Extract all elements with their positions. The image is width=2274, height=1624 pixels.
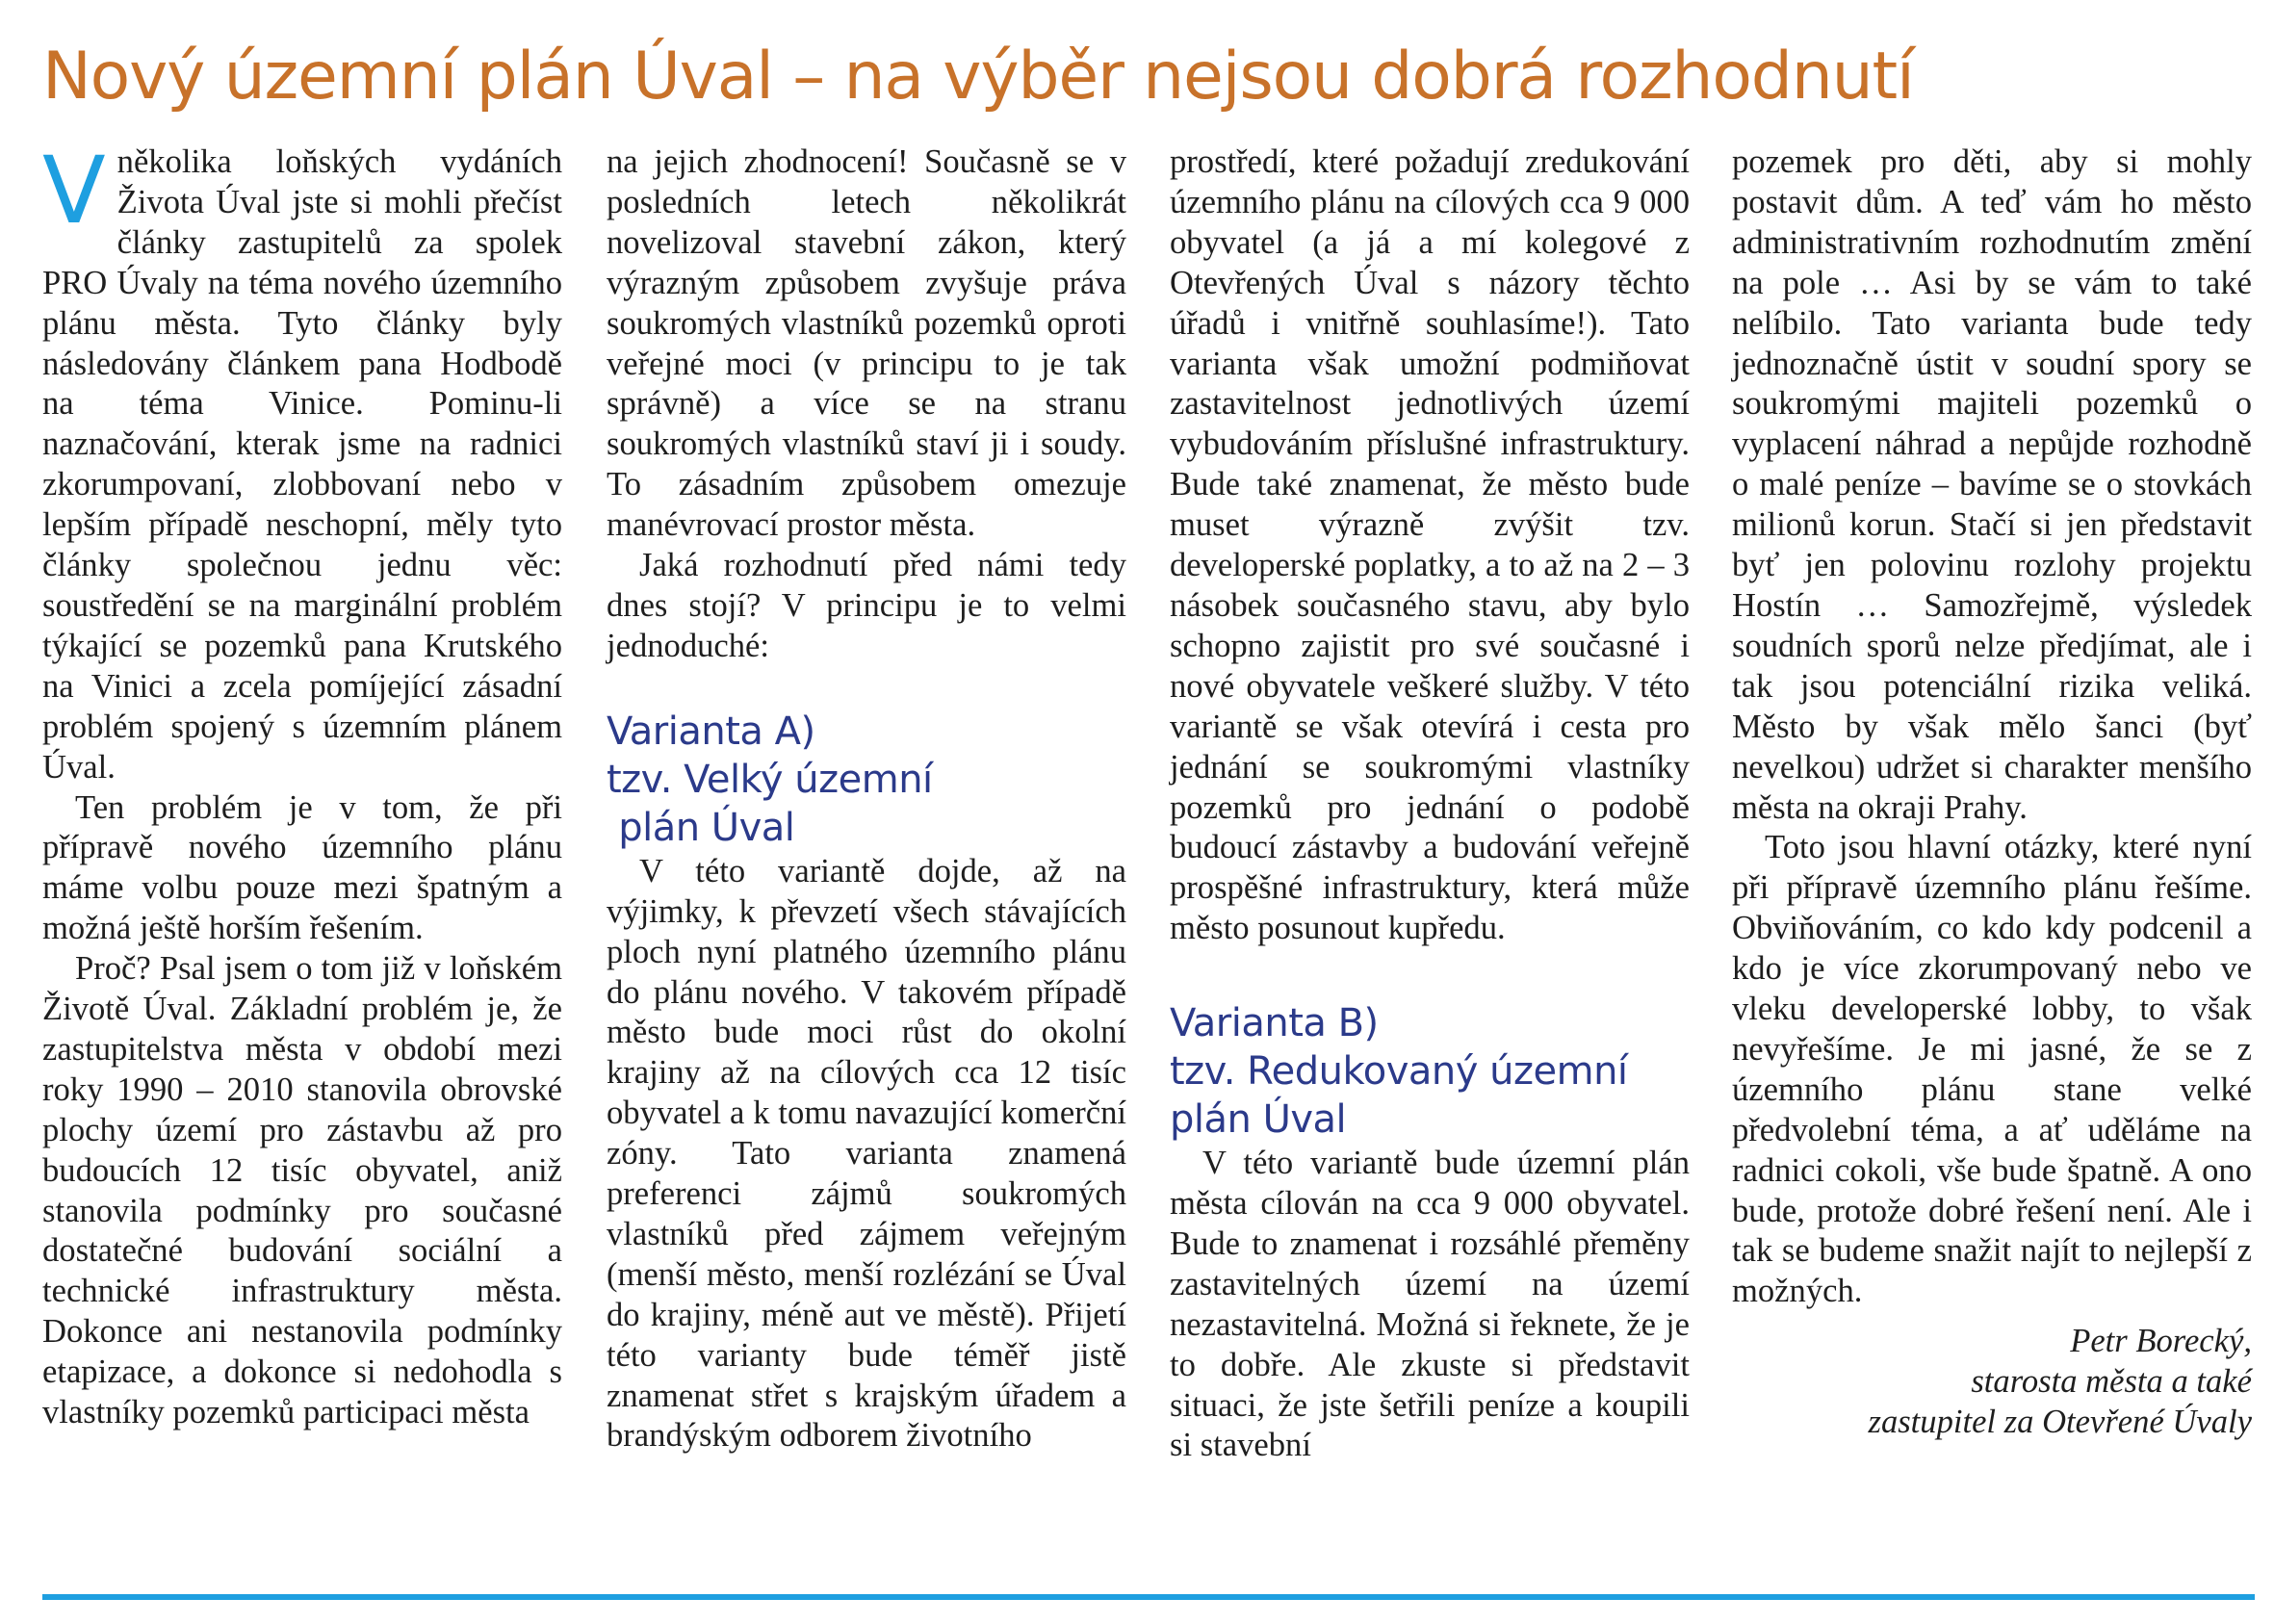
subheading-variant-a xyxy=(607,708,1126,852)
paragraph: Jaká rozhodnutí před námi tedy dnes stojí? V principu je to velmi jednoduché: xyxy=(607,547,1126,664)
subheading-variant-b xyxy=(1170,999,1690,1144)
subheading-line: Varianta A) xyxy=(607,709,815,754)
author-role: zastupitel za Otevřené Úvaly xyxy=(1868,1404,2252,1441)
paragraph: Ten problém je v tom, že při přípravě nového územního plánu máme volbu pouze mezi špatným a možná ještě horším řešením. xyxy=(42,788,562,947)
paragraph: prostředí, které požadují zredukování územního plánu na cílových cca 9 000 obyvatel (a já a mí kolegové z Otevřených Úval s názory těchto úřadů i vnitřně souhlasíme!). Tato varianta však umožní podmiňovat zastavitelnost jednotlivých území vybudováním příslušné infrastruktury. Bude také znamenat, že město bude muset výrazně zvýšit tzv. developerské poplatky, a to až na 2 – 3 násobek současného stavu, aby bylo schopno zajistit pro své současné i nové obyvatele veškeré služby. V této variantě se však otevírá i cesta pro jednání se soukromými vlastníky pozemků pro jednání o podobě budoucí zástavby a budování veřejně prospěšné infrastruktury, která může město posunout kupředu. xyxy=(1170,143,1690,947)
subheading-line: tzv. Velký územní xyxy=(607,757,933,802)
subheading-line: plán Úval xyxy=(618,805,795,850)
paragraph: Toto jsou hlavní otázky, které nyní při přípravě územního plánu řešíme. Obviňováním, co kdo kdy podcenil a kdo je více zkorumpovaný nebo ve vleku developerské lobby, to však nevyřešíme. Je mi jasné, že se z územního plánu stane velké předvolební téma, a ať uděláme na radnici cokoli, vše bude špatně. A ono bude, protože dobré řešení není. Ale i tak se budeme snažit najít to nejlepší z možných. xyxy=(1732,829,2252,1310)
subheading-line: Varianta B) xyxy=(1170,1001,1379,1046)
author-role: starosta města a také xyxy=(1971,1363,2252,1401)
article-column-2 xyxy=(607,142,1126,1456)
author-signature xyxy=(1732,1322,2252,1443)
paragraph: V této variantě bude územní plán města cílován na cca 9 000 obyvatel. Bude to znamenat i rozsáhlé přeměny zastavitelných území na území nezastavitelná. Možná si řeknete, že je to dobře. Ale zkuste si představit situaci, že jste šetřili peníze a koupili si stavební xyxy=(1170,1145,1690,1464)
article-column-3 xyxy=(1170,142,1690,1466)
subheading-line: tzv. Redukovaný územní xyxy=(1170,1049,1628,1095)
paragraph: Proč? Psal jsem o tom již v loňském Životě Úval. Základní problém je, že zastupitelstva města v období mezi roky 1990 – 2010 stanovila obrovské plochy území pro zástavbu až pro budoucích 12 tisíc obyvatel, aniž stanovila podmínky pro současné dostatečné budování sociální a technické infrastruktury města. Dokonce ani nestanovila podmínky etapizace, a dokonce si nedohodla s vlastníky pozemků participaci města xyxy=(42,950,562,1431)
subheading-line: plán Úval xyxy=(1170,1097,1347,1143)
article-column-1 xyxy=(42,137,562,1433)
paragraph xyxy=(42,137,562,788)
article-column-4 xyxy=(1732,142,2252,1443)
paragraph: V této variantě dojde, až na výjimky, k převzetí všech stávajících ploch nyní platného územního plánu do plánu nového. V takovém případě město bude moci růst do okolní krajiny až na cílových cca 12 tisíc obyvatel a k tomu navazující komerční zóny. Tato varianta znamená preferenci zájmů soukromých vlastníků před zájmem veřejným (menší město, menší rozlézání se Úval do krajiny, méně aut ve městě). Přijetí této varianty bude téměř jistě znamenat střet s krajským úřadem a brandýským odborem životního xyxy=(607,852,1126,1455)
author-name: Petr Borecký, xyxy=(2070,1323,2252,1360)
spacer xyxy=(607,667,1126,708)
bottom-rule xyxy=(42,1594,2255,1600)
article-headline: Nový územní plán Úval – na výběr nejsou dobrá rozhodnutí xyxy=(42,39,1914,115)
paragraph: na jejich zhodnocení! Současně se v posledních letech několikrát novelizoval stavební zákon, který výrazným způsobem zvyšuje práva soukromých vlastníků pozemků oproti veřejné moci (v principu to je tak správně) a více se na stranu soukromých vlastníků staví ji i soudy. To zásadním způsobem omezuje manévrovací prostor města. xyxy=(607,143,1126,544)
spacer xyxy=(1170,949,1690,999)
paragraph: pozemek pro děti, aby si mohly postavit dům. A teď vám ho město administrativním rozhodnutím změní na pole … Asi by se vám to také nelíbilo. Tato varianta bude tedy jednoznačně ústit v soudní spory se soukromými majiteli pozemků o vyplacení náhrad a nepůjde rozhodně o malé peníze – bavíme se o stovkách milionů korun. Stačí si jen představit byť jen polovinu rozlohy projektu Hostín … Samozřejmě, výsledek soudních sporů nelze předjímat, ale i tak jsou potenciální rizika veliká. Město by však mělo šanci (byť nevelkou) udržet si charakter menšího města na okraji Prahy. xyxy=(1732,143,2252,826)
spacer xyxy=(1732,1312,2252,1322)
paragraph-text: několika loňských vydáních Života Úval jste si mohli přečíst články zastupitelů za spolek PRO Úvaly na téma nového územního plánu města. Tyto články byly následovány článkem pana Hodbodě na téma Vinice. Pominu-li naznačování, kterak jsme na radnici zkorumpovaní, zlobbovaní nebo v lepším případě neschopní, měly tyto články společnou jednu věc: soustředění se na marginální problém týkající se pozemků pana Krutského na Vinici a zcela pomíjející zásadní problém spojený s územním plánem Úval. xyxy=(42,143,562,786)
drop-cap: V xyxy=(42,137,106,245)
